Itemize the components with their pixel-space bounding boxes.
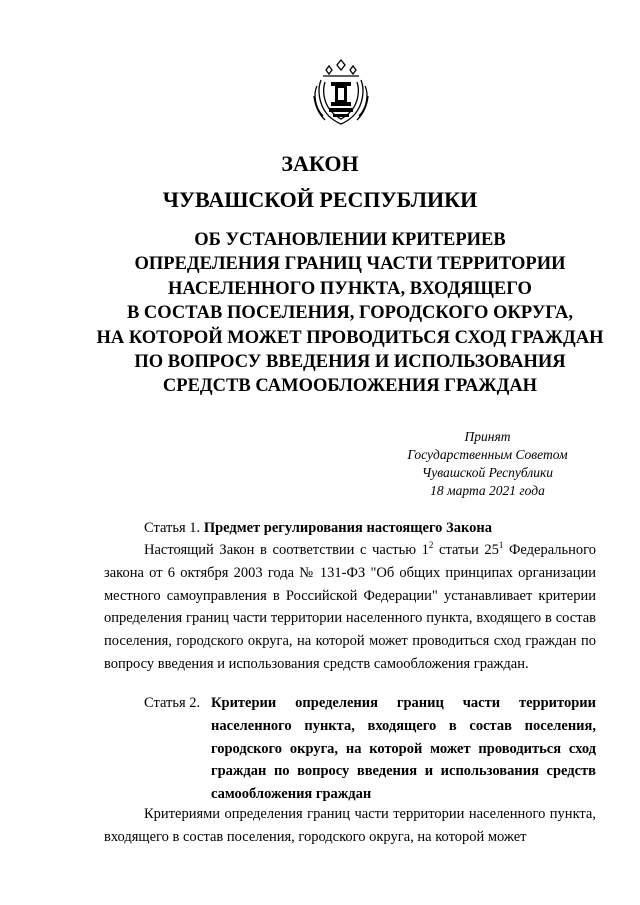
article-1-text-rest: Федерального закона от 6 октября 2003 года № 131-ФЗ "Об общих принципах организации местного самоуправления в Российской Федерации" устанавливает критерии определения границ части территории населенного пункта, входящего в состав поселения, городского округа, на которой может проводиться сход граждан по вопросу введения и использования средств самообложения граждан. [104, 542, 596, 672]
article-2-title: Критерии определения границ части территории населенного пункта, входящего в состав поселения, городского округа, на которой может проводиться сход граждан по вопросу введения и использования средств самообложения граждан [211, 695, 596, 803]
subtitle-line: НАСЕЛЕННОГО ПУНКТА, ВХОДЯЩЕГО [168, 278, 532, 299]
adoption-line: Государственным Советом [407, 447, 568, 462]
article-1-text-start: Настоящий Закон в соответствии с частью 1 [144, 542, 429, 558]
article-2-body [104, 803, 596, 849]
law-subject-title [60, 228, 640, 399]
subtitle-line: ОБ УСТАНОВЛЕНИИ КРИТЕРИЕВ [194, 230, 506, 250]
adoption-note [395, 428, 580, 500]
subtitle-line: ПО ВОПРОСУ ВВЕДЕНИЯ И ИСПОЛЬЗОВАНИЯ [134, 352, 566, 373]
article-1-label: Статья 1. [144, 520, 201, 536]
article-1-title: Предмет регулирования настоящего Закона [203, 520, 492, 536]
adoption-line: Принят [464, 429, 511, 444]
article-2-label: Статья 2. [144, 695, 201, 711]
article-1-body [104, 539, 596, 676]
subtitle-line: В СОСТАВ ПОСЕЛЕНИЯ, ГОРОДСКОГО ОКРУГА, [126, 303, 574, 324]
subtitle-line: ОПРЕДЕЛЕНИЯ ГРАНИЦ ЧАСТИ ТЕРРИТОРИИ [134, 254, 566, 275]
chuvash-republic-coat-of-arms-icon [309, 56, 373, 128]
law-title: ЗАКОН [281, 151, 359, 176]
article-superscript: 1 [498, 540, 504, 551]
subtitle-line: СРЕДСТВ САМООБЛОЖЕНИЯ ГРАЖДАН [162, 376, 538, 397]
part-superscript: 2 [428, 540, 434, 551]
article-1-text-article: статьи 25 [433, 542, 499, 558]
adoption-line: Чувашской Республики [421, 465, 554, 480]
subtitle-line: НА КОТОРОЙ МОЖЕТ ПРОВОДИТЬСЯ СХОД ГРАЖДАН [96, 327, 604, 348]
article-1-heading [104, 518, 596, 538]
article-1-paragraph [104, 539, 596, 676]
adoption-date: 18 марта 2021 года [430, 483, 545, 498]
law-republic-title: ЧУВАШСКОЙ РЕСПУБЛИКИ [162, 187, 478, 212]
article-2-paragraph: Критериями определения границ части территории населенного пункта, входящего в состав поселения, городского округа, на которой может [104, 806, 596, 845]
